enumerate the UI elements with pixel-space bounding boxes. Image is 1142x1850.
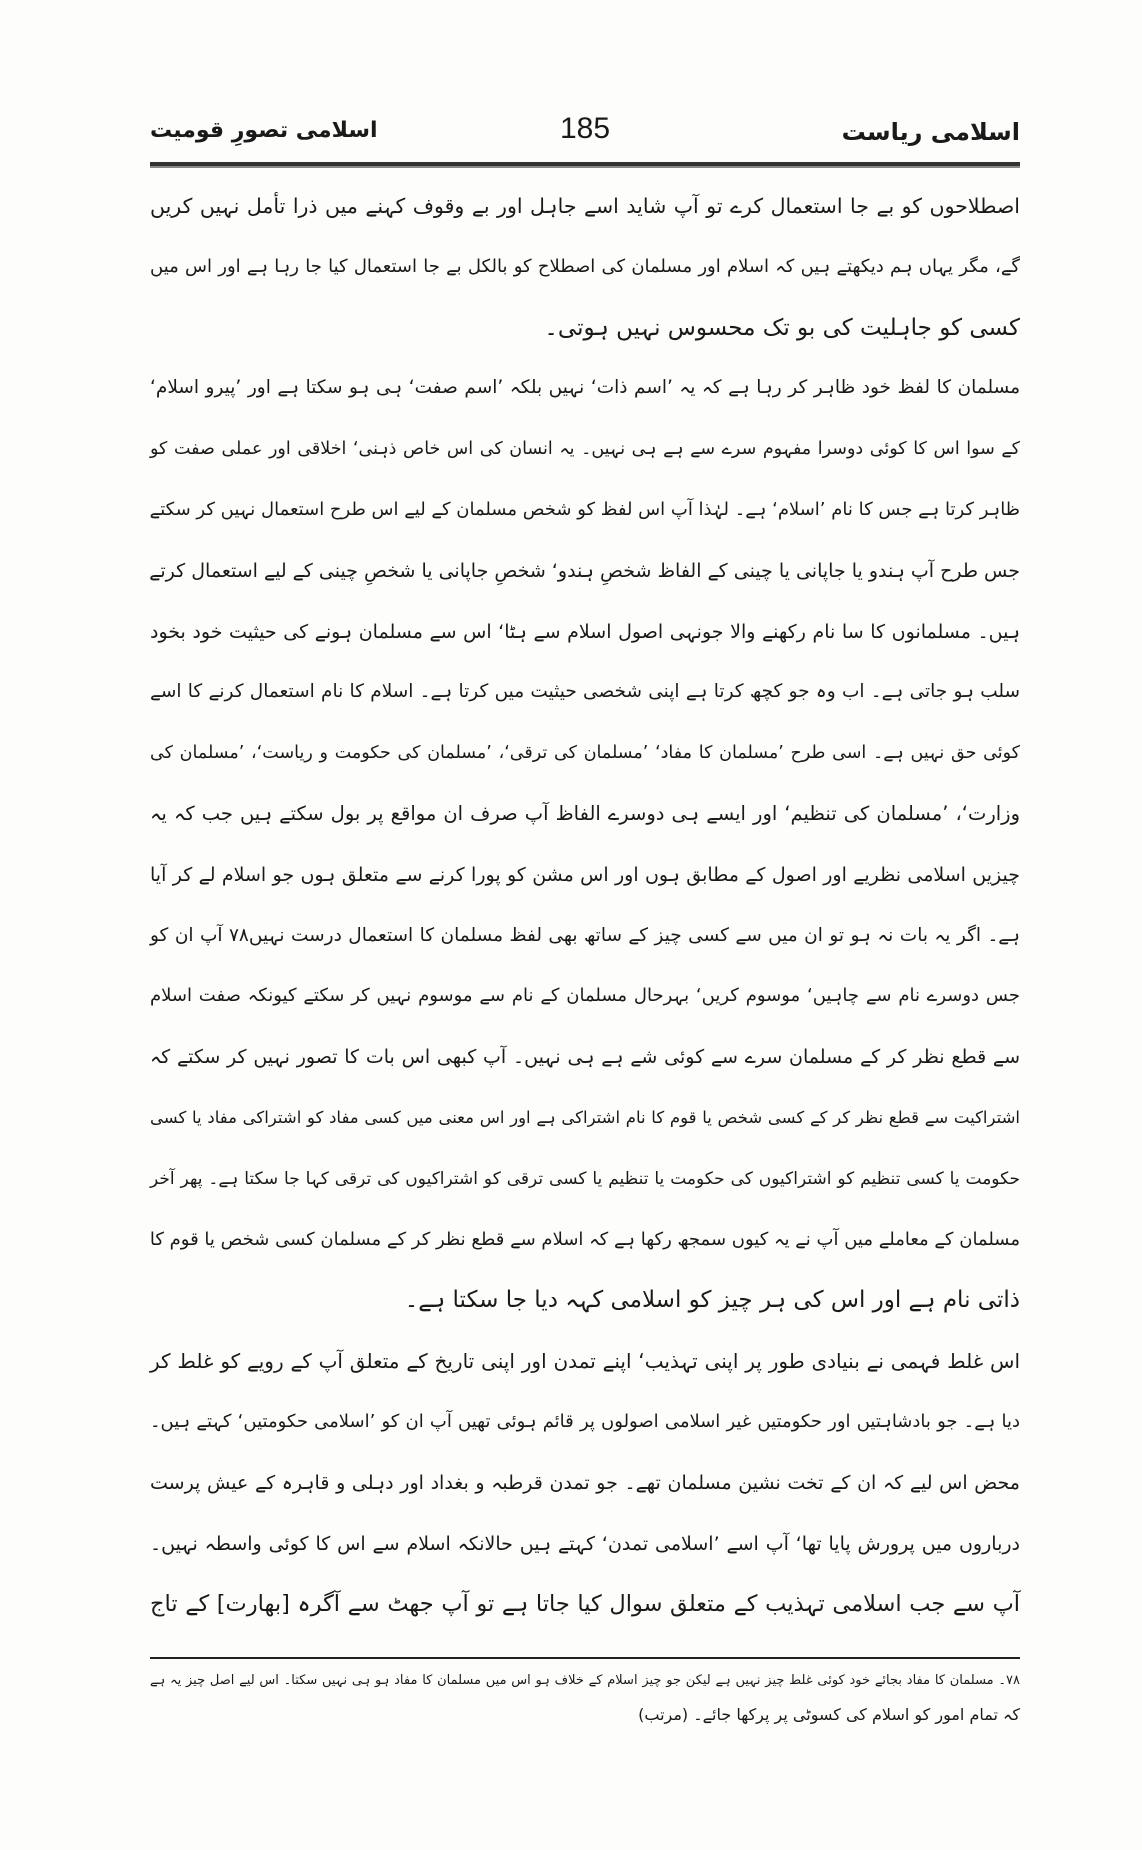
text-line: کے سوا اس کا کوئی دوسرا مفہوم سرے سے ہے ہی نہیں۔ یہ انسان کی اس خاص ذہنی‘ اخلاقی اور عملی صفت کو — [150, 439, 1020, 460]
text-line: ذاتی نام ہے اور اس کی ہر چیز کو اسلامی کہہ دیا جا سکتا ہے۔ — [404, 1287, 1020, 1314]
text-line: سے قطع نظر کر کے مسلمان سرے سے کوئی شے ہے ہی نہیں۔ آپ کبھی اس بات کا تصور نہیں کر سکتے کہ — [150, 1046, 1020, 1069]
text-line: کوئی حق نہیں ہے۔ اسی طرح ’مسلمان کا مفاد‘ ’مسلمان کی ترقی‘، ’مسلمان کی حکومت و ریاست‘، ’مسلمان کی — [150, 743, 1020, 764]
book-title: اسلامی ریاست — [841, 118, 1020, 146]
footnote-rule — [150, 1657, 1020, 1659]
text-line: حکومت یا کسی تنظیم کو اشتراکیوں کی حکومت یا تنظیم یا کسی ترقی کو اشتراکیوں کی ترقی کہا جا سکتا ہے۔ پھر آخر — [150, 1168, 1020, 1189]
text-line: مسلمان کا لفظ خود ظاہر کر رہا ہے کہ یہ ’اسم ذات‘ نہیں بلکہ ’اسم صفت‘ ہی ہو سکتا ہے اور ’پیرو اسلام‘ — [150, 377, 1020, 399]
text-line: اس غلط فہمی نے بنیادی طور پر اپنی تہذیب‘ اپنے تمدن اور اپنی تاریخ کے متعلق آپ کے رویے کو غلط کر — [150, 1349, 1020, 1374]
text-line: چیزیں اسلامی نظریے اور اصول کے مطابق ہوں اور اس مشن کو پورا کرنے سے متعلق ہوں جو اسلام لے کر آیا — [150, 863, 1020, 886]
running-header — [150, 112, 1020, 156]
text-line: ہیں۔ مسلمانوں کا سا نام رکھنے والا جونہی اصول اسلام سے ہٹا‘ اس سے مسلمان ہونے کی حیثیت خود بخود — [150, 620, 1020, 643]
text-line: اصطلاحوں کو بے جا استعمال کرے تو آپ شاید اسے جاہل اور بے وقوف کہنے میں ذرا تأمل نہیں کریں — [150, 194, 1020, 218]
chapter-title: اسلامی تصورِ قومیت — [150, 118, 378, 143]
text-line: گے، مگر یہاں ہم دیکھتے ہیں کہ اسلام اور مسلمان کی اصطلاح کو بالکل بے جا استعمال کیا جا رہا ہے اور اس میں — [150, 255, 1020, 277]
text-line: ہے۔ اگر یہ بات نہ ہو تو ان میں سے کسی چیز کے ساتھ بھی لفظ مسلمان کا استعمال درست نہیں۷۸ آپ ان کو — [150, 924, 1020, 946]
text-line: مسلمان کے معاملے میں آپ نے یہ کیوں سمجھ رکھا ہے کہ اسلام سے قطع نظر کر کے مسلمان کسی شخص یا قوم کا — [149, 1228, 1020, 1250]
text-line: محض اس لیے کہ ان کے تخت نشین مسلمان تھے۔ جو تمدن قرطبہ و بغداد اور دہلی و قاہرہ کے عیش پرست — [150, 1471, 1020, 1494]
text-line: اشتراکیت سے قطع نظر کر کے کسی شخص یا قوم کا نام اشتراکی ہے اور اس معنی میں کسی مفاد کو اشتراکی مفاد یا کسی — [150, 1107, 1020, 1127]
header-rule — [150, 162, 1020, 168]
text-line: سلب ہو جاتی ہے۔ اب وہ جو کچھ کرتا ہے اپنی شخصی حیثیت میں کرتا ہے۔ اسلام کا نام استعمال کرنے کا اسے — [150, 681, 1020, 703]
text-line: درباروں میں پرورش پایا تھا‘ آپ اسے ’اسلامی تمدن‘ کہتے ہیں حالانکہ اسلام سے اس کا کوئی واسطہ نہیں۔ — [150, 1532, 1020, 1555]
footnote-line: کہ تمام امور کو اسلام کی کسوٹی پر پرکھا جائے۔ (مرتب) — [638, 1705, 1020, 1724]
footnote — [150, 1664, 1020, 1732]
text-line: جس دوسرے نام سے چاہیں‘ موسوم کریں‘ بہرحال مسلمان کے نام سے موسوم نہیں کر سکتے کیونکہ صفت اسلام — [150, 985, 1020, 1007]
text-line: کسی کو جاہلیت کی بو تک محسوس نہیں ہوتی۔ — [544, 314, 1020, 341]
text-line: دیا ہے۔ جو بادشاہتیں اور حکومتیں غیر اسلامی اصولوں پر قائم ہوئی تھیں آپ ان کو ’اسلامی حکومتیں‘ کہتے ہیں۔ — [150, 1410, 1020, 1432]
text-line: جس طرح آپ ہندو یا جاپانی یا چینی کے الفاظ شخصِ ہندو‘ شخصِ جاپانی یا شخصِ چینی کے لیے استعمال کرتے — [149, 559, 1020, 582]
footnote-line: ۷۸۔ مسلمان کا مفاد بجائے خود کوئی غلط چیز نہیں ہے لیکن جو چیز اسلام کے خلاف ہو اس میں مسلمان کا مفاد ہو ہی نہیں سکتا۔ اس لیے اصل چیز یہ ہے — [150, 1673, 1020, 1688]
text-line: وزارت‘، ’مسلمان کی تنظیم‘ اور ایسے ہی دوسرے الفاظ آپ صرف ان مواقع پر بول سکتے ہیں جب کہ یہ — [150, 801, 1020, 825]
text-line: ظاہر کرتا ہے جس کا نام ’اسلام‘ ہے۔ لہٰذا آپ اس لفظ کو شخص مسلمان کے لیے اس طرح استعمال نہیں کر سکتے — [149, 498, 1020, 520]
text-line: آپ سے جب اسلامی تہذیب کے متعلق سوال کیا جاتا ہے تو آپ جھٹ سے آگرہ [بھارت] کے تاج — [150, 1591, 1020, 1618]
page-number: 185 — [559, 112, 611, 145]
body-text — [150, 176, 1020, 1635]
